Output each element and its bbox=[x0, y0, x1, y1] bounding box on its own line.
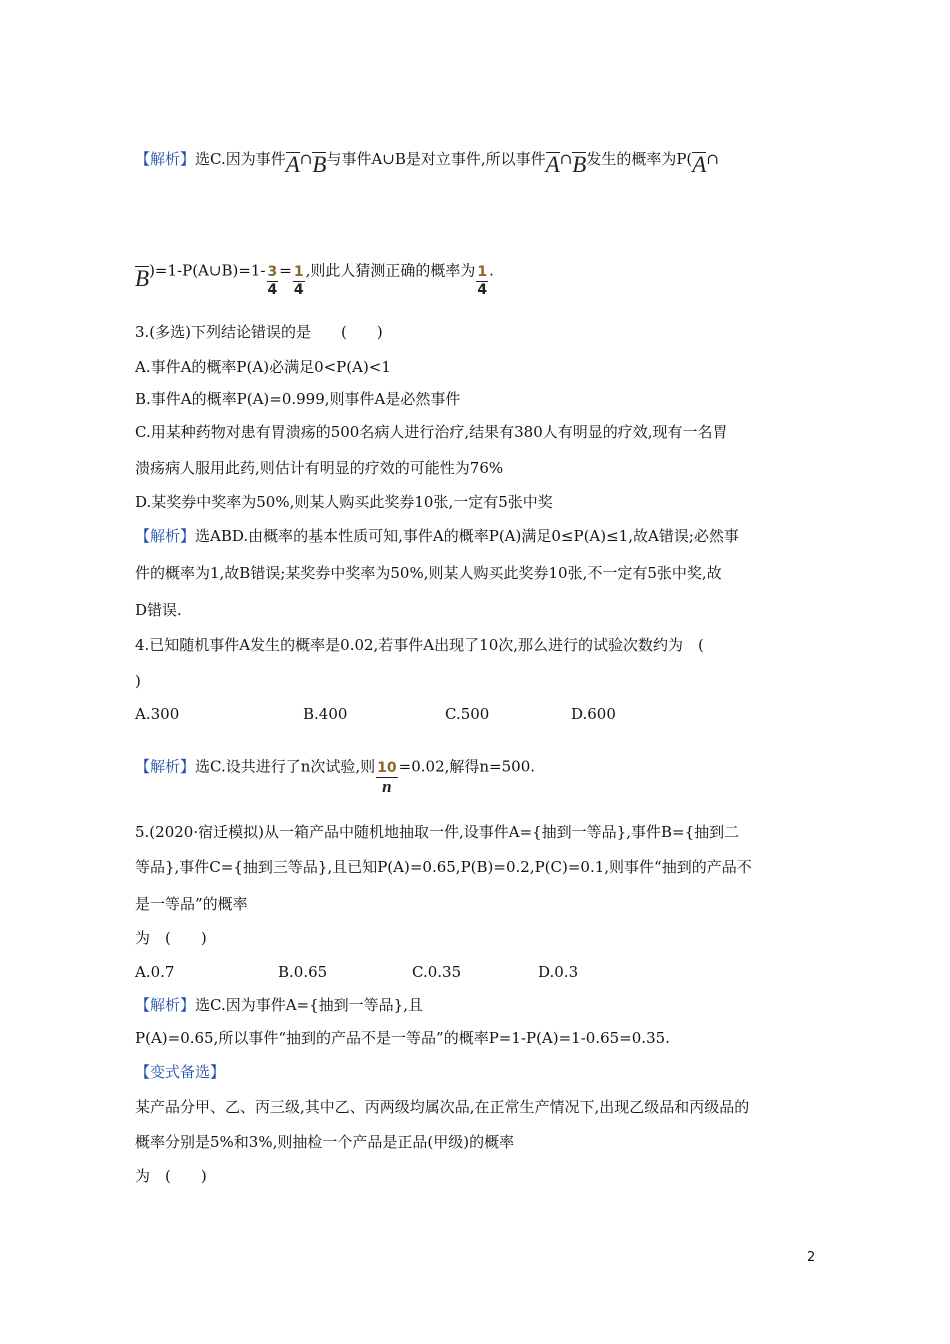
complement-a: A bbox=[545, 152, 560, 177]
analysis-tag: 【解析】 bbox=[135, 757, 196, 776]
q5-solution-line-2: P(A)=0.65,所以事件“抽到的产品不是一等品”的概率P=1-P(A)=1-0.65=0.35. bbox=[135, 1029, 670, 1047]
q3-solution-line-3: D错误. bbox=[135, 601, 182, 619]
q4-option-d: D.600 bbox=[571, 705, 616, 723]
q5-option-c: C.0.35 bbox=[412, 963, 462, 981]
page-number: 2 bbox=[807, 1250, 816, 1265]
complement-a: A bbox=[285, 152, 300, 177]
q5-solution-line-1: 【解析】选C.因为事件A={抽到一等品},且 bbox=[135, 996, 423, 1014]
fraction-one-quarter: $\frac{1}{4}$ bbox=[293, 264, 304, 298]
analysis-tag: 【解析】 bbox=[135, 527, 196, 545]
q4-stem-line-1: 4.已知随机事件A发生的概率是0.02,若事件A出现了10次,那么进行的试验次数约为 ( bbox=[135, 636, 704, 654]
variant-line-2: 概率分别是5%和3%,则抽检一个产品是正品(甲级)的概率 bbox=[135, 1133, 515, 1151]
q5-option-b: B.0.65 bbox=[278, 963, 328, 981]
q3-option-c-line-2: 溃疡病人服用此药,则估计有明显的疗效的可能性为76% bbox=[135, 459, 504, 477]
q5-option-d: D.0.3 bbox=[538, 963, 579, 981]
q3-option-b: B.事件A的概率P(A)=0.999,则事件A是必然事件 bbox=[135, 390, 461, 408]
q5-stem-line-1: 5.(2020·宿迁模拟)从一箱产品中随机地抽取一件,设事件A={抽到一等品},事件B={抽到二 bbox=[135, 823, 740, 841]
q3-option-d: D.某奖券中奖率为50%,则某人购买此奖券10张,一定有5张中奖 bbox=[135, 493, 553, 511]
q5-stem-line-3: 是一等品”的概率 bbox=[135, 895, 248, 913]
q3-solution-line-1: 【解析】选ABD.由概率的基本性质可知,事件A的概率P(A)满足0≤P(A)≤1,故A错误;必然事 bbox=[135, 527, 739, 545]
variant-tag: 【变式备选】 bbox=[135, 1063, 226, 1081]
q5-stem-line-4: 为 ( ) bbox=[135, 929, 207, 947]
variant-line-3: 为 ( ) bbox=[135, 1167, 207, 1185]
analysis-tag: 【解析】 bbox=[135, 150, 196, 168]
q4-solution: 【解析】选C.设共进行了n次试验,则 $\frac{10}{n}$ =0.02,解得n=500. bbox=[135, 757, 536, 796]
q3-option-c-line-1: C.用某种药物对患有胃溃疡的500名病人进行治疗,结果有380人有明显的疗效,现有一名胃 bbox=[135, 423, 728, 441]
complement-b: B bbox=[572, 152, 587, 177]
q3-option-a: A.事件A的概率P(A)必满足0<P(A)<1 bbox=[135, 358, 391, 376]
complement-a: A bbox=[692, 152, 707, 177]
fraction-three-quarters: $\frac{3}{4}$ bbox=[267, 264, 278, 298]
analysis-tag: 【解析】 bbox=[135, 996, 196, 1014]
fraction-one-quarter: $\frac{1}{4}$ bbox=[477, 264, 488, 298]
q2-solution-line-2: B)=1-P(A∪B)=1- $\frac{3}{4}$ = $\frac{1}{4}$ ,则此人猜测正确的概率为 $\frac{1}{4}$ . bbox=[135, 261, 494, 298]
variant-line-1: 某产品分甲、乙、丙三级,其中乙、丙两级均属次品,在正常生产情况下,出现乙级品和丙级品的 bbox=[135, 1098, 750, 1116]
fraction-ten-over-n: $\frac{10}{n}$ bbox=[377, 760, 397, 796]
q4-option-b: B.400 bbox=[303, 705, 348, 723]
q5-option-a: A.0.7 bbox=[135, 963, 175, 981]
q3-solution-line-2: 件的概率为1,故B错误;某奖券中奖率为50%,则某人购买此奖券10张,不一定有5张中奖,故 bbox=[135, 564, 722, 582]
complement-b: B bbox=[135, 265, 150, 291]
complement-b: B bbox=[312, 152, 327, 177]
q2-solution-line-1: 【解析】选C.因为事件A∩B与事件A∪B是对立事件,所以事件A∩B发生的概率为P(A∩ bbox=[135, 150, 719, 177]
q4-stem-line-2: ) bbox=[135, 672, 141, 690]
q5-stem-line-2: 等品},事件C={抽到三等品},且已知P(A)=0.65,P(B)=0.2,P(C)=0.1,则事件“抽到的产品不 bbox=[135, 858, 752, 876]
q4-option-c: C.500 bbox=[445, 705, 490, 723]
q3-stem: 3.(多选)下列结论错误的是 ( ) bbox=[135, 323, 383, 341]
q4-option-a: A.300 bbox=[135, 705, 180, 723]
